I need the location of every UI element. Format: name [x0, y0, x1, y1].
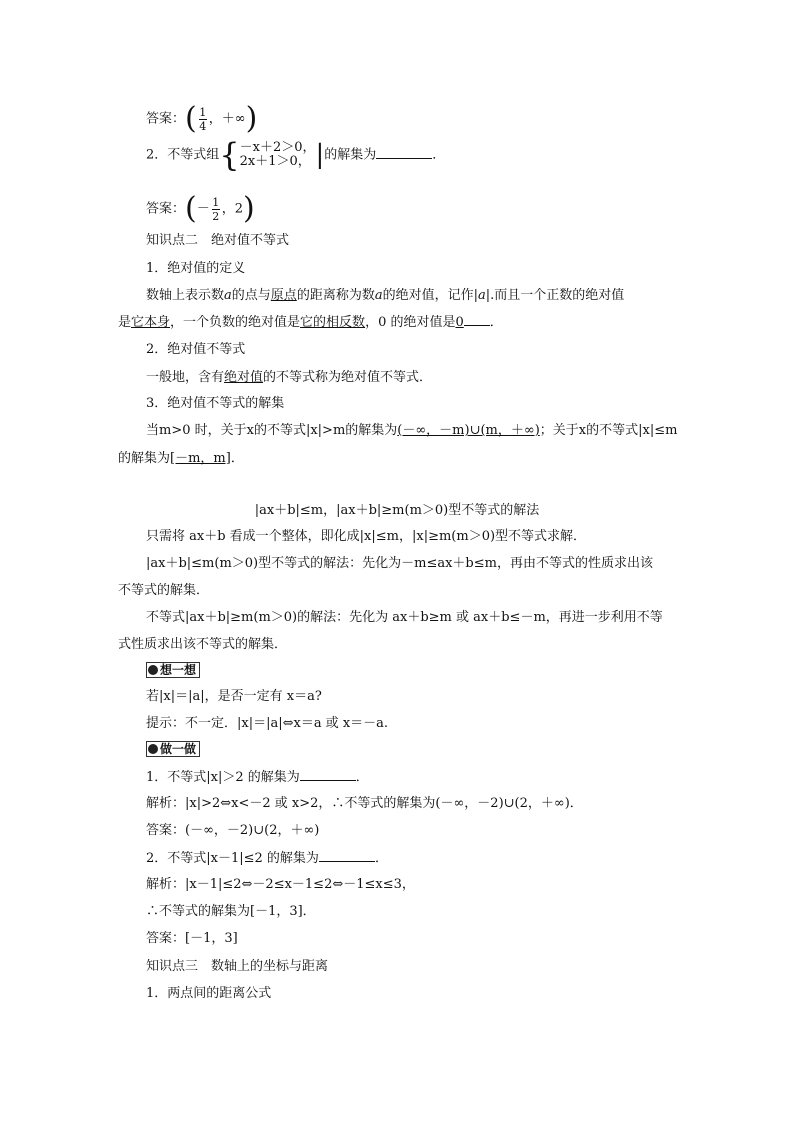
method-line-1: 只需将 ax＋b 看成一个整体，即化成|x|≤m，|x|≥m(m＞0)型不等式求解．: [146, 529, 587, 544]
think-hint: 提示：不一定．|x|＝|a|⇔x＝a 或 x＝－a.: [146, 716, 389, 731]
fraction: $\frac{1}{2}$: [212, 195, 220, 223]
answer-1: 答案：( $\frac{1}{4}$ ，＋∞): [146, 101, 258, 136]
solution-set-line-2: 的解集为[－m，m]．: [118, 451, 244, 466]
doit-tag: 做一做: [146, 741, 200, 759]
definition-line-1: 数轴上表示数a的点与原点的距离称为数a的绝对值，记作|a|.而且一个正数的绝对值: [146, 288, 625, 303]
answer-blank: [319, 849, 375, 862]
doit-icon: [148, 744, 158, 754]
method-title: |ax＋b|≤m，|ax＋b|≥m(m＞0)型不等式的解法: [254, 503, 540, 518]
doit-solution-2: 解析：|x－1|≤2⇔－2≤x－1≤2⇔－1≤x≤3，: [146, 877, 415, 892]
section-3-title: 知识点三 数轴上的坐标与距离: [146, 959, 329, 974]
think-icon: [148, 665, 158, 675]
section-2-heading-1: 1．绝对值的定义: [146, 261, 246, 276]
method-line-5: 式性质求出该不等式的解集．: [118, 637, 288, 652]
solution-set-line-1: 当m>0 时，关于x的不等式|x|>m的解集为(－∞，－m)∪(m，＋∞)；关于x的不等式|x|≤m: [146, 423, 678, 438]
method-line-4: 不等式|ax＋b|≥m(m＞0)的解法：先化为 ax＋b≥m 或 ax＋b≤－m，再进一步利用不等: [146, 610, 663, 625]
definition-line-2: 是它本身，一个负数的绝对值是它的相反数，0 的绝对值是0 ．: [118, 315, 503, 330]
doit-question-1: 1．不等式|x|＞2 的解集为 ．: [146, 770, 369, 785]
section-2-heading-3: 3．绝对值不等式的解集: [146, 396, 285, 411]
doit-solution-2b: ∴不等式的解集为[－1，3]．: [146, 904, 316, 919]
doit-answer-2: 答案：[－1，3]: [146, 931, 238, 946]
think-tag: 想一想: [146, 662, 200, 680]
doit-answer-1: 答案：(－∞，－2)∪(2，＋∞): [146, 823, 320, 838]
doit-solution-1: 解析：|x|>2⇔x<－2 或 x>2，∴不等式的解集为(－∞，－2)∪(2，＋∞)．: [146, 796, 583, 811]
doit-question-2: 2．不等式|x－1|≤2 的解集为 ．: [146, 851, 388, 866]
answer-2: 答案：(－ $\frac{1}{2}$ ，2): [146, 191, 255, 226]
section-2-title: 知识点二 绝对值不等式: [146, 233, 290, 248]
think-question: 若|x|＝|a|，是否一定有 x＝a?: [146, 689, 322, 704]
section-3-heading-1: 1．两点间的距离公式: [146, 986, 272, 1001]
inequality-system: －x＋2＞0， 2x＋1＞0，: [239, 140, 316, 169]
method-line-2: |ax＋b|≤m(m＞0)型不等式的解法：先化为－m≤ax＋b≤m，再由不等式的性质求出该: [146, 556, 653, 571]
method-line-3: 不等式的解集．: [118, 583, 210, 598]
answer-label: 答案：: [146, 111, 186, 127]
answer-blank: [300, 768, 356, 781]
question-2: 2．不等式组{ －x＋2＞0， 2x＋1＞0， |的解集为 ．: [146, 136, 446, 174]
answer-blank: [376, 146, 432, 159]
abs-ineq-definition: 一般地，含有绝对值的不等式称为绝对值不等式．: [146, 370, 433, 385]
section-2-heading-2: 2．绝对值不等式: [146, 342, 246, 357]
fraction: $\frac{1}{4}$: [199, 105, 207, 133]
